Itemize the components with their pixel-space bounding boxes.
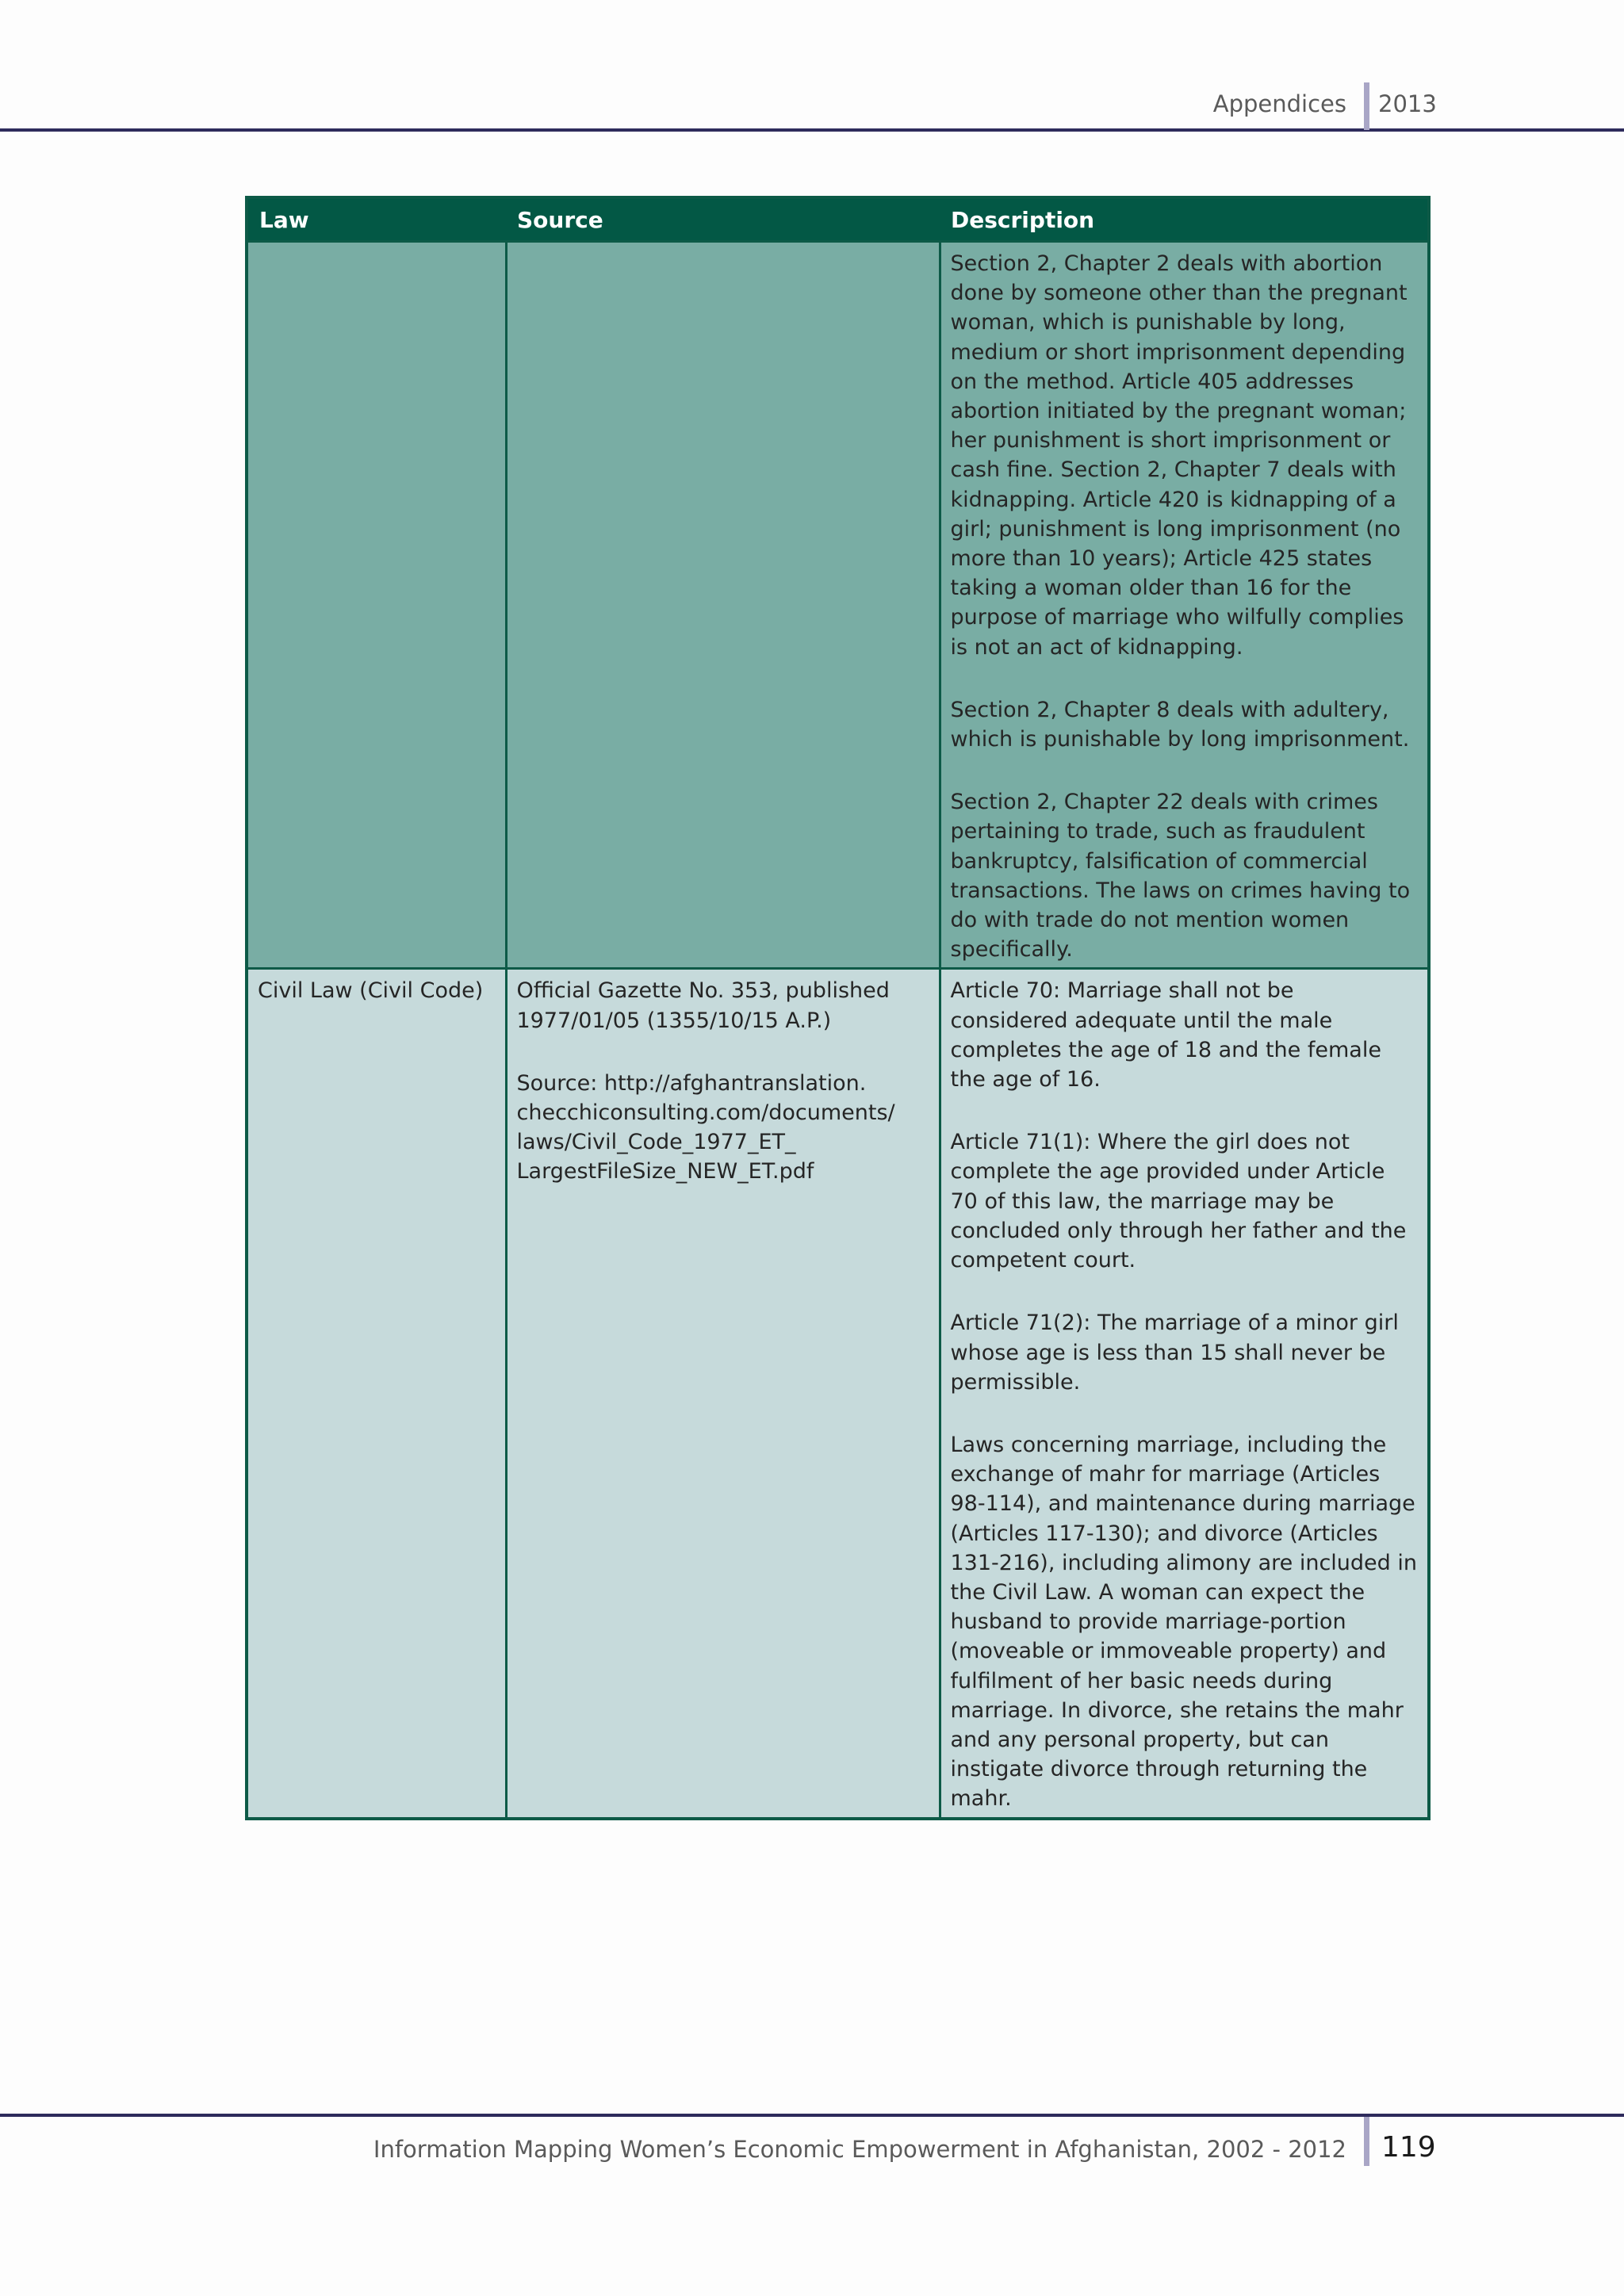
table-header-row [247,197,1429,242]
description-paragraph: Article 71(2): The marriage of a minor girl whose age is less than 15 shall never be permissible. [950,1311,1399,1395]
header-divider [1364,82,1369,130]
cell-law [247,242,506,969]
column-header-source: Source [506,197,940,242]
cell-source [506,242,940,969]
running-footer [0,2109,1624,2172]
description-paragraph: Section 2, Chapter 2 deals with abortion done by someone other than the pregnant woman, which is punishable by long, medium or short imprisonment depending on the method. Article 405 addresses abortion initiated by the pregnant woman; her punishment is short imprisonment or cash fine. Section 2, Chapter 7 deals with kidnapping. Article 420 is kidnapping of a girl; punishment is long imprisonment (no more than 10 years); Article 425 states taking a woman older than 16 for the purpose of marriage who wilfully complies is not an act of kidnapping. [950,251,1408,660]
cell-description [940,242,1429,969]
source-url[interactable]: Source: http://afghantranslation. checchiconsulting.com/documents/ laws/Civil_Code_1977_ET_ LargestFileSize_NEW_ET.pdf [516,1070,895,1184]
running-header [0,0,1624,133]
cell-description [940,969,1429,1819]
footer-publication-title: Information Mapping Women’s Economic Empowerment in Afghanistan, 2002 - 2012 [373,2136,1346,2163]
description-paragraph: Section 2, Chapter 22 deals with crimes pertaining to trade, such as fraudulent bankruptcy, falsification of commercial transactions. The laws on crimes having to do with trade do not mention women specifically. [950,790,1411,962]
laws-table [245,196,1431,1820]
header-rule [0,128,1624,132]
header-year: 2013 [1378,90,1437,117]
cell-source [506,969,940,1819]
cell-law: Civil Law (Civil Code) [247,969,506,1819]
description-paragraph: Laws concerning marriage, including the exchange of mahr for marriage (Articles 98-114), and maintenance during marriage (Articles 117-130); and divorce (Articles 131-216), including alimony are included in the Civil Law. A woman can expect the husband to provide marriage-portion (moveable or immoveable property) and fulfilment of her basic needs during marriage. In divorce, she retains the mahr and any personal property, but can instigate divorce through returning the mahr. [950,1432,1418,1812]
page-number: 119 [1381,2131,1436,2164]
description-paragraph: Article 70: Marriage shall not be considered adequate until the male completes the age of 18 and the female the age of 16. [950,978,1381,1093]
description-paragraph: Article 71(1): Where the girl does not complete the age provided under Article 70 of this law, the marriage may be concluded only through her father and the competent court. [950,1130,1407,1273]
footer-divider [1364,2117,1369,2166]
table-row [247,242,1429,969]
description-paragraph: Section 2, Chapter 8 deals with adultery, which is punishable by long imprisonment. [950,697,1410,752]
table-row [247,969,1429,1819]
header-section-label: Appendices [1212,90,1346,117]
column-header-law: Law [247,197,506,242]
source-citation: Official Gazette No. 353, published 1977/01/05 (1355/10/15 A.P.) [516,978,890,1033]
column-header-description: Description [940,197,1429,242]
footer-rule [0,2114,1624,2117]
